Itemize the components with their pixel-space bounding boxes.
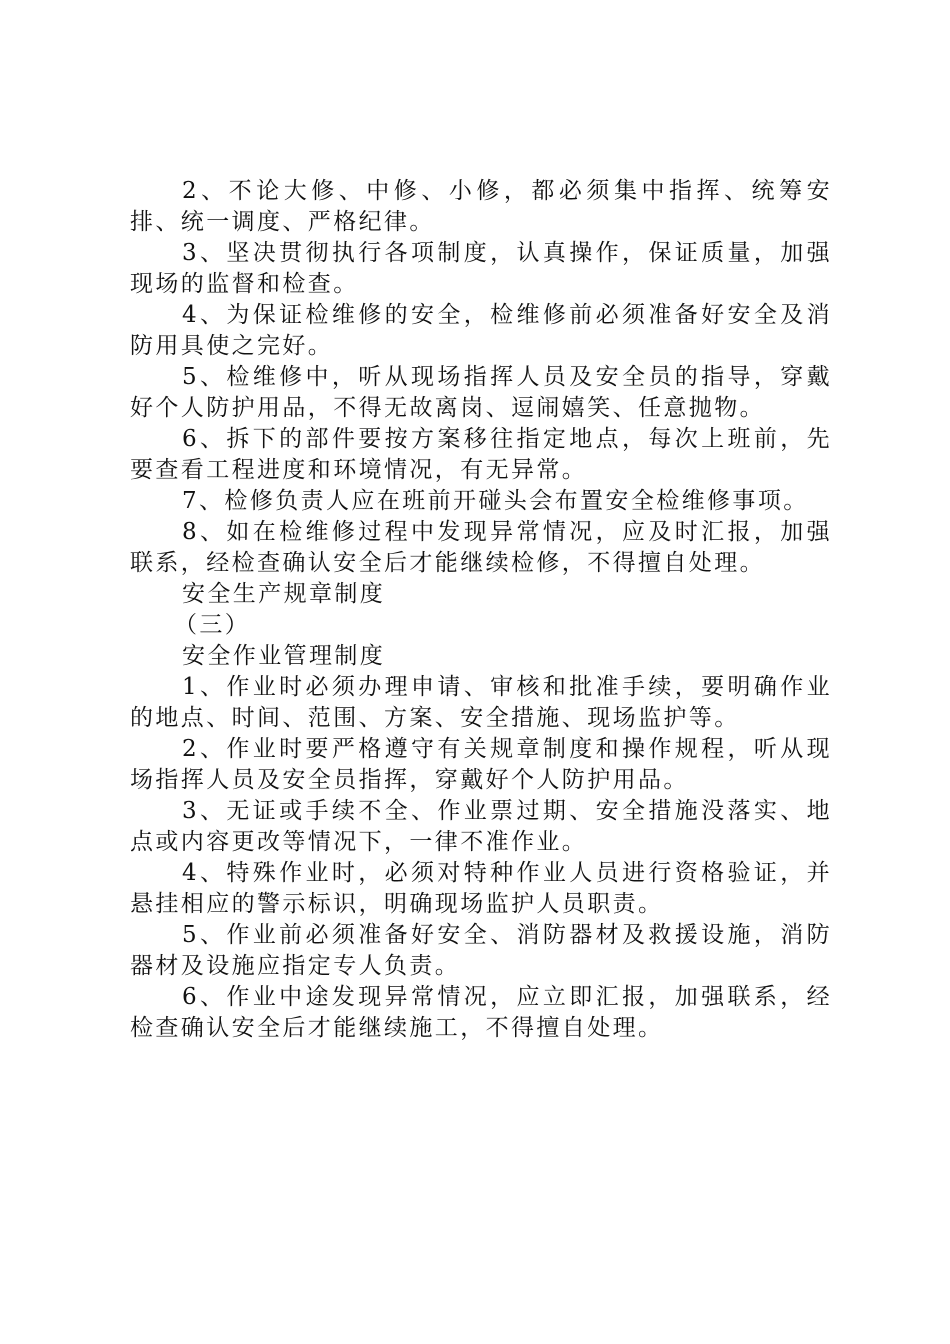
section-heading-main: 安全生产规章制度 [182,581,386,607]
paragraph-rule-2: 2、作业时要严格遵守有关规章制度和操作规程，听从现场指挥人员及安全员指挥，穿戴好个人防护用品。 [130,736,832,793]
paragraph-item-4: 4、为保证检维修的安全，检维修前必须准备好安全及消防用具使之完好。 [130,302,832,359]
section-heading-number: （三） [174,612,251,638]
paragraph-rule-3: 3、无证或手续不全、作业票过期、安全措施没落实、地点或内容更改等情况下，一律不准作业。 [130,798,832,855]
paragraph-item-6: 6、拆下的部件要按方案移往指定地点，每次上班前，先要查看工程进度和环境情况，有无异常。 [130,426,832,483]
paragraph-item-3: 3、坚决贯彻执行各项制度，认真操作，保证质量，加强现场的监督和检查。 [130,240,832,297]
paragraph-item-2: 2、不论大修、中修、小修，都必须集中指挥、统筹安排、统一调度、严格纪律。 [130,178,832,235]
section-heading-sub: 安全作业管理制度 [182,643,386,669]
paragraph-rule-1: 1、作业时必须办理申请、审核和批准手续，要明确作业的地点、时间、范围、方案、安全措施、现场监护等。 [130,674,832,731]
paragraph-item-5: 5、检维修中，听从现场指挥人员及安全员的指导，穿戴好个人防护用品，不得无故离岗、逗闹嬉笑、任意抛物。 [130,364,832,421]
paragraph-rule-5: 5、作业前必须准备好安全、消防器材及救援设施，消防器材及设施应指定专人负责。 [130,922,832,979]
paragraph-rule-6: 6、作业中途发现异常情况，应立即汇报，加强联系，经检查确认安全后才能继续施工，不得擅自处理。 [130,984,832,1041]
paragraph-item-7: 7、检修负责人应在班前开碰头会布置安全检维修事项。 [182,488,809,514]
paragraph-rule-4: 4、特殊作业时，必须对特种作业人员进行资格验证，并悬挂相应的警示标识，明确现场监护人员职责。 [130,860,832,917]
paragraph-item-8: 8、如在检维修过程中发现异常情况，应及时汇报，加强联系，经检查确认安全后才能继续检修，不得擅自处理。 [130,519,832,576]
document-body [130,176,832,1044]
